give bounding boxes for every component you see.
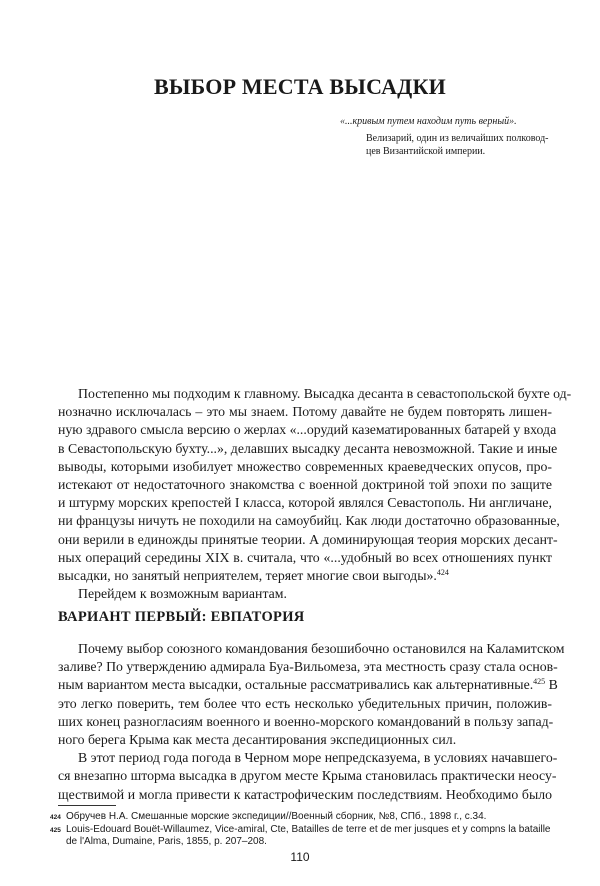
paragraph-evpatoria [58, 640, 565, 804]
page-number: 110 [290, 850, 310, 864]
footnote-text: Louis-Edouard Bouët-Willaumez, Vice-amiral, Cte, Batailles de terre et de mer jusques et y compns la bataille de l'Alma, Dumaine, Paris, 1855, p. 207–208. [66, 824, 551, 847]
epigraph-quote: «...кривым путем находим путь верный». [340, 116, 517, 127]
text-line: истекают от недостаточного знакомства с военной доктриной той эпохи по защите [58, 476, 552, 492]
section-heading: ВАРИАНТ ПЕРВЫЙ: ЕВПАТОРИЯ [58, 609, 305, 625]
footnote-divider [58, 805, 116, 806]
epigraph-author [366, 132, 552, 158]
text-line: ного берега Крыма как места десантирования экспедиционных сил. [58, 731, 457, 747]
text-line: заливе? По утверждению адмирала Буа-Вильомеза, эта местность сразу стала основ- [58, 659, 558, 675]
text-line: Почему выбор союзного командования безошибочно остановился на Каламитском [78, 641, 565, 656]
footnote-424 [50, 811, 552, 824]
epigraph-author-line-2: цев Византийской империи. [366, 146, 486, 157]
text-line: В этот период года погода в Черном море непредсказуема, в условиях начавшего- [78, 750, 558, 766]
text-line-content: высадки, но занятый неприятелем, теряет многие свои выгоды». [58, 567, 437, 583]
paragraph-intro [58, 385, 572, 603]
text-line: это легко поверить, тем более что есть несколько убедительных причин, положив- [58, 695, 552, 711]
epigraph-author-line-1: Велизарий, один из величайших полковод- [366, 133, 549, 144]
footnote-ref-424[interactable]: 424 [436, 567, 449, 577]
footnotes [50, 811, 552, 848]
text-line: нозначно исключалась – это мы знаем. Потому давайте не будем повторять лишен- [58, 404, 552, 420]
text-line: ся внезапно шторма высадка в другом месте Крыма становилась практически неосу- [58, 768, 557, 784]
text-line [58, 676, 558, 694]
footnote-number: 425 [50, 827, 61, 834]
text-line-content: ным вариантом места высадки, остальные рассматривались как альтернативные. [58, 677, 534, 693]
text-line: ную здравого смысла версию о жерлах «...орудий казематированных батарей у входа [58, 422, 557, 438]
text-line-content: В [545, 677, 558, 693]
footnote-text: Обручев Н.А. Смешанные морские экспедиции//Военный сборник, №8, СПб., 1898 г., с.34. [66, 811, 487, 822]
text-line: ни французы ничуть не походили на самоубийц. Как люди достаточно образованные, [58, 513, 560, 529]
text-line: и штурму морских крепостей I класса, которой являлся Севастополь. Ни англичане, [58, 495, 552, 511]
page-title: ВЫБОР МЕСТА ВЫСАДКИ [154, 74, 446, 99]
text-line: они верили в единожды принятые теории. А доминирующая теория морских десант- [58, 531, 558, 547]
footnote-425 [50, 824, 552, 848]
text-line: в Севастопольскую бухту...», делавших высадку десанта невозможной. Такие и иные [58, 440, 558, 456]
epigraph [340, 115, 552, 158]
text-line: ществимой и могла привести к катастрофическим последствиям. Необходимо было [58, 786, 552, 802]
text-line: ных операций середины XIX в. считала, что «...удобный во всех отношениях пункт [58, 549, 552, 565]
paragraph-transition: Перейдем к возможным вариантам. [78, 586, 287, 602]
text-line: Постепенно мы подходим к главному. Высадка десанта в севастопольской бухте од- [78, 386, 572, 401]
text-line [58, 567, 552, 585]
footnote-number: 424 [50, 814, 61, 821]
text-line: выводы, которыми изобилует множество современных краеведческих опусов, про- [58, 458, 552, 474]
footnote-ref-425[interactable]: 425 [533, 677, 546, 687]
text-line: ших конец разногласиям военного и военно-морского командований в пользу запад- [58, 713, 554, 729]
